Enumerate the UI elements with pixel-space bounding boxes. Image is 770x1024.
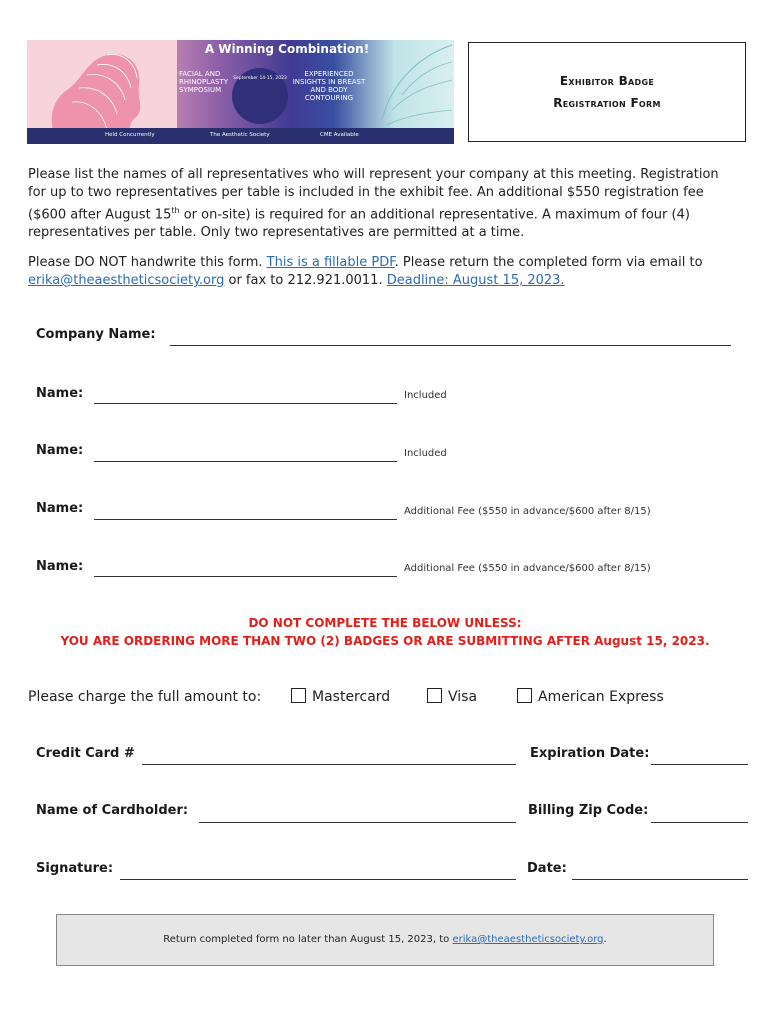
form-title-line2: Registration Form — [553, 96, 661, 110]
banner-footer-left: Held Concurrently — [105, 132, 155, 138]
name-field-2[interactable] — [94, 461, 397, 462]
mastercard-label: Mastercard — [312, 689, 391, 705]
return-notice-box: Return completed form no later than August 15, 2023, to erika@theaestheticsociety.org. — [56, 914, 714, 966]
name-field-1[interactable] — [94, 403, 397, 404]
name-label: Name: — [36, 501, 84, 516]
fillable-pdf-link[interactable]: This is a fillable PDF — [266, 255, 395, 270]
instructions-paragraph: Please list the names of all representatives who will represent your company at this meeting. Registration for up to two representatives per table is included in the exhibit fee. An additional $550 registration fee ($600 after August 15th or on-site) is required for an additional representative. A maximum of four (4) representatives per table. Only two representatives are permitted at a time. — [28, 167, 719, 241]
expiration-field[interactable] — [651, 764, 748, 765]
return-notice-text: Return completed form no later than August 15, 2023, to — [163, 934, 453, 945]
warning-line1: DO NOT COMPLETE THE BELOW UNLESS: — [248, 616, 522, 630]
banner-date-badge: September 14-15, 2023 — [232, 68, 288, 124]
amex-checkbox[interactable] — [517, 688, 532, 703]
name-field-3[interactable] — [94, 519, 397, 520]
date-field[interactable] — [572, 879, 748, 880]
form-title-box — [468, 42, 746, 142]
banner-right-topic: EXPERIENCED INSIGHTS IN BREAST AND BODY CONTOURING — [292, 70, 366, 102]
name-note: Included — [404, 448, 447, 459]
credit-card-label: Credit Card # — [36, 746, 135, 761]
expiration-label: Expiration Date: — [530, 746, 650, 761]
charge-prompt: Please charge the full amount to: — [28, 689, 262, 705]
banner-footer-center: The Aesthetic Society — [210, 132, 270, 138]
cardholder-field[interactable] — [199, 822, 516, 823]
date-label: Date: — [527, 861, 567, 876]
banner-footer-right: CME Available — [320, 132, 359, 138]
mastercard-checkbox[interactable] — [291, 688, 306, 703]
email-link[interactable]: erika@theaestheticsociety.org — [28, 273, 225, 288]
credit-card-field[interactable] — [142, 764, 516, 765]
name-note: Additional Fee ($550 in advance/$600 after 8/15) — [404, 506, 651, 517]
visa-label: Visa — [448, 689, 478, 705]
signature-label: Signature: — [36, 861, 114, 876]
submission-paragraph: Please DO NOT handwrite this form. This is a fillable PDF. Please return the completed form via email to erika@theaestheticsociety.org or fax to 212.921.0011. Deadline: August 15, 2023. — [28, 255, 703, 288]
symposium-banner — [27, 40, 454, 144]
signature-field[interactable] — [120, 879, 516, 880]
company-name-field[interactable] — [170, 345, 731, 346]
warning-line2: YOU ARE ORDERING MORE THAN TWO (2) BADGES OR ARE SUBMITTING AFTER August 15, 2023. — [60, 634, 710, 648]
cardholder-label: Name of Cardholder: — [36, 803, 189, 818]
zip-label: Billing Zip Code: — [528, 803, 649, 818]
zip-field[interactable] — [651, 822, 748, 823]
amex-label: American Express — [538, 689, 664, 705]
name-field-4[interactable] — [94, 576, 397, 577]
name-label: Name: — [36, 559, 84, 574]
name-note: Additional Fee ($550 in advance/$600 after 8/15) — [404, 563, 651, 574]
visa-checkbox[interactable] — [427, 688, 442, 703]
company-name-label: Company Name: — [36, 327, 156, 342]
banner-left-topic: FACIAL AND RHINOPLASTY SYMPOSIUM — [179, 70, 229, 94]
banner-footer-strip — [27, 128, 454, 144]
name-note: Included — [404, 390, 447, 401]
name-label: Name: — [36, 443, 84, 458]
name-label: Name: — [36, 386, 84, 401]
form-title-line1: Exhibitor Badge — [559, 74, 655, 88]
deadline-link[interactable]: Deadline: August 15, 2023. — [386, 273, 565, 288]
leaf-decoration-icon — [372, 40, 454, 128]
footer-email-link[interactable]: erika@theaestheticsociety.org — [452, 934, 604, 945]
banner-title: A Winning Combination! — [204, 42, 370, 56]
